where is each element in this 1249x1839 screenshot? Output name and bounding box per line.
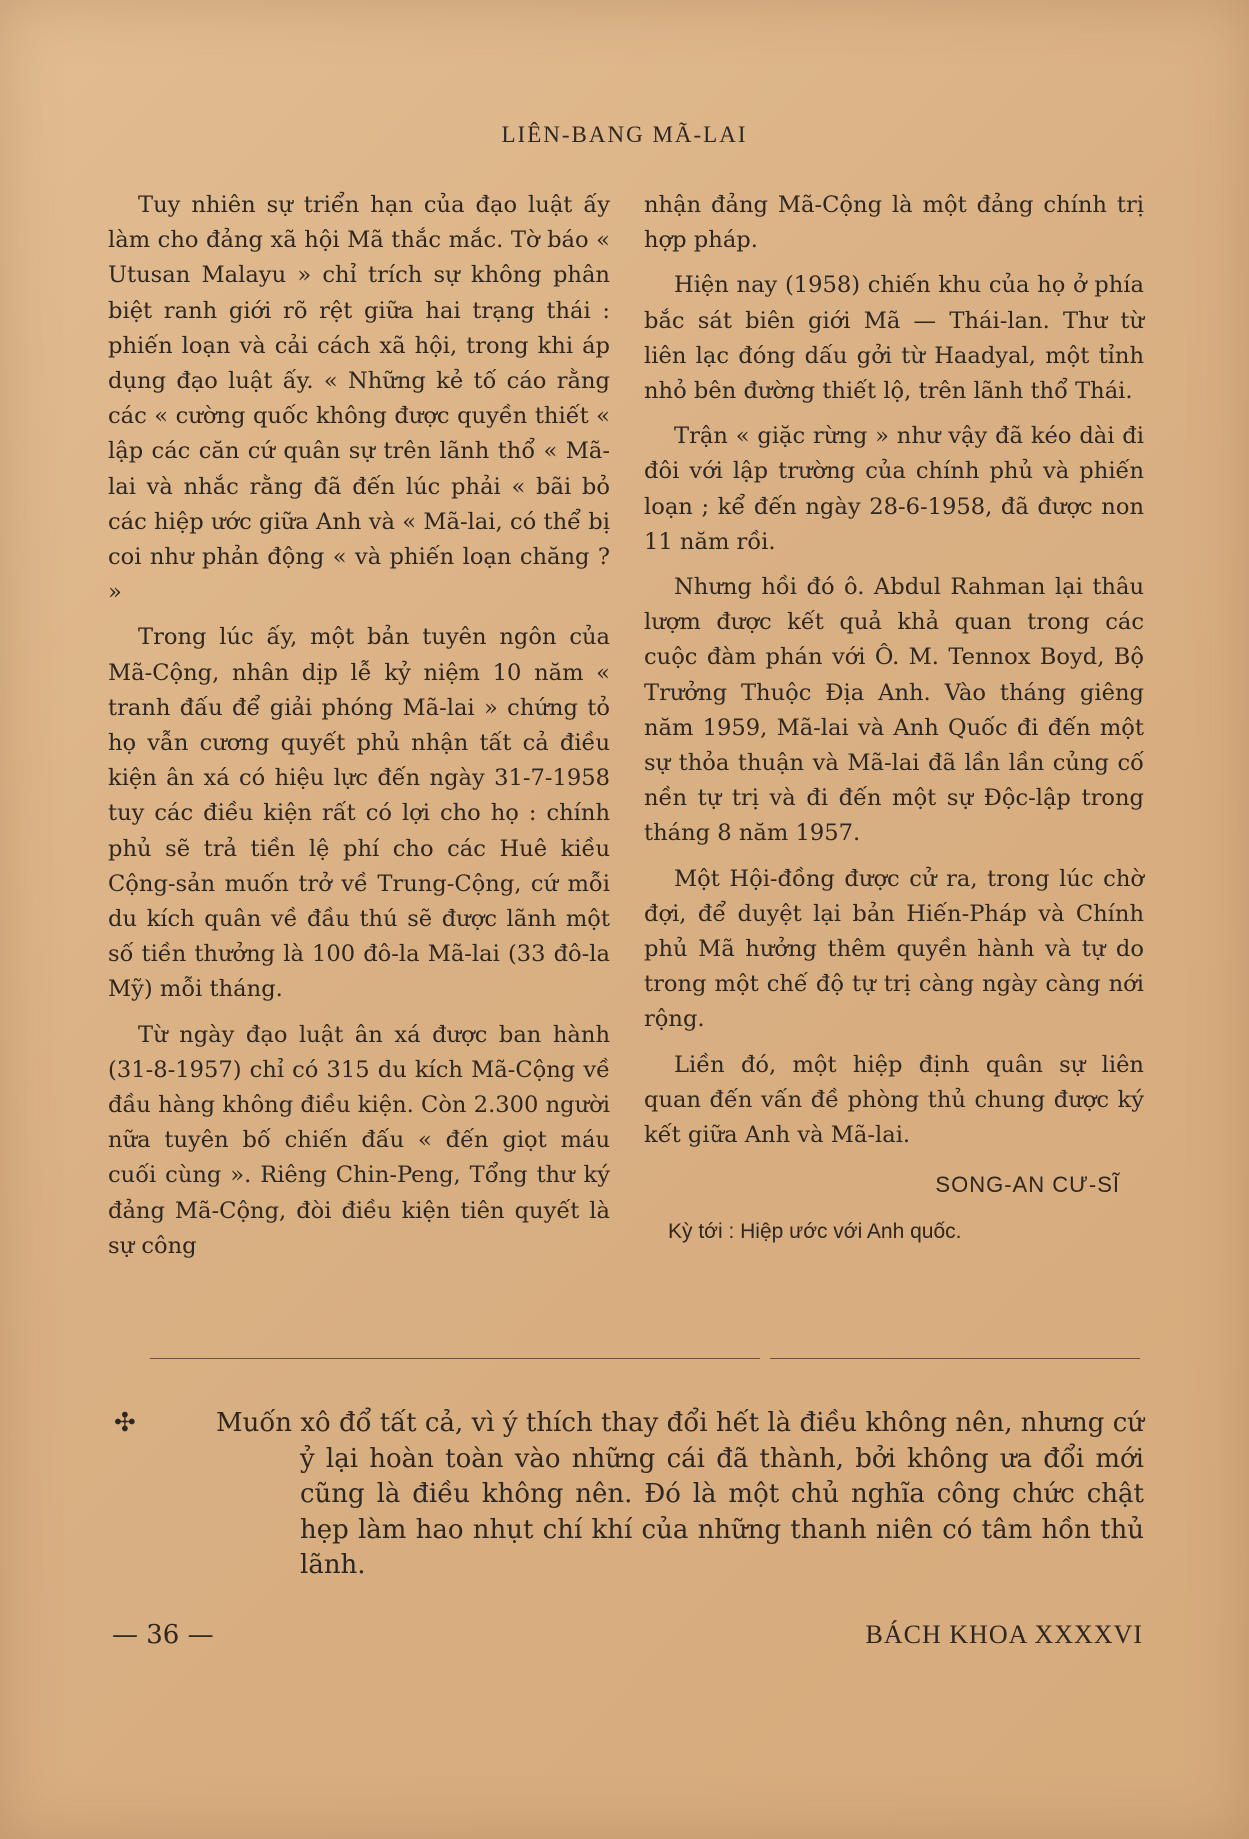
paragraph: Liền đó, một hiệp định quân sự liên quan đến vấn đề phòng thủ chung được ký kết giữa Anh và Mã-lai. (644, 1051, 1144, 1149)
divider-line (770, 1358, 1140, 1359)
page-header-title: LIÊN-BANG MÃ-LAI (501, 122, 748, 147)
next-issue-note: Kỳ tới : Hiệp ước với Anh quốc. (668, 1220, 962, 1244)
right-column (644, 188, 1144, 1250)
paragraph: nhận đảng Mã-Cộng là một đảng chính trị hợp pháp. (644, 192, 1144, 254)
paragraph: Trong lúc ấy, một bản tuyên ngôn của Mã-Cộng, nhân dịp lễ kỷ niệm 10 năm « tranh đấu để giải phóng Mã-lai » chứng tỏ họ vẫn cương quyết phủ nhận tất cả điều kiện ân xá có hiệu lực đến ngày 31-7-1958 tuy các điều kiện rất có lợi cho họ : chính phủ sẽ trả tiền lệ phí cho các Huê kiều Cộng-sản muốn trở về Trung-Cộng, cứ mỗi du kích quân về đầu thú sẽ được lãnh một số tiền thưởng là 100 đô-la Mã-lai (33 đô-la Mỹ) mỗi tháng. (108, 624, 610, 1003)
paragraph: Từ ngày đạo luật ân xá được ban hành (31-8-1957) chỉ có 315 du kích Mã-Cộng về đầu hàng không điều kiện. Còn 2.300 người nữa tuyên bố chiến đấu « đến giọt máu cuối cùng ». Riêng Chin-Peng, Tổng thư ký đảng Mã-Cộng, đòi điều kiện tiên quyết là sự công (108, 1021, 610, 1259)
quote-box (114, 1406, 1144, 1584)
page-number: — 36 — (112, 1620, 214, 1650)
ornament-icon: ✣ (114, 1408, 136, 1438)
paragraph: Hiện nay (1958) chiến khu của họ ở phía bắc sát biên giới Mã — Thái-lan. Thư từ liên lạc đóng dấu gởi từ Haadyal, một tỉnh nhỏ bên đường thiết lộ, trên lãnh thổ Thái. (644, 272, 1144, 405)
paragraph: Tuy nhiên sự triển hạn của đạo luật ấy làm cho đảng xã hội Mã thắc mắc. Tờ báo « Utusan Malayu » chỉ trích sự không phân biệt ranh giới rõ rệt giữa hai trạng thái : phiến loạn và cải cách xã hội, trong khi áp dụng đạo luật ấy. « Những kẻ tố cáo rằng các « cường quốc không được quyền thiết « lập các căn cứ quân sự trên lãnh thổ « Mã-lai và nhắc rằng đã đến lúc phải « bãi bỏ các hiệp ước giữa Anh và « Mã-lai, có thể bị coi như phản động « và phiến loạn chăng ? » (108, 192, 610, 606)
quote-text: Muốn xô đổ tất cả, vì ý thích thay đổi hết là điều không nên, nhưng cứ ỷ lại hoàn toàn vào những cái đã thành, bởi không ưa đổi mới cũng là điều không nên. Đó là một chủ nghĩa công chức chật hẹp làm hao nhụt chí khí của những thanh niên có tâm hồn thủ lãnh. (216, 1408, 1144, 1580)
paragraph: Một Hội-đồng được cử ra, trong lúc chờ đợi, để duyệt lại bản Hiến-Pháp và Chính phủ Mã hưởng thêm quyền hành và tự do trong một chế độ tự trị càng ngày càng nới rộng. (644, 865, 1144, 1033)
paragraph: Trận « giặc rừng » như vậy đã kéo dài đi đôi với lập trường của chính phủ và phiến loạn ; kể đến ngày 28-6-1958, đã được non 11 năm rồi. (644, 423, 1144, 555)
author-signature: SONG-AN CƯ-SĨ (935, 1172, 1120, 1198)
magazine-name: BÁCH KHOA XXXXVI (865, 1620, 1143, 1649)
divider-line (150, 1358, 760, 1359)
paragraph: Nhưng hồi đó ô. Abdul Rahman lại thâu lượm được kết quả khả quan trong các cuộc đàm phán với Ô. M. Tennox Boyd, Bộ Trưởng Thuộc Địa Anh. Vào tháng giêng năm 1959, Mã-lai và Anh Quốc đi đến một sự thỏa thuận và Mã-lai đã lần lần củng cố nền tự trị và đi đến một sự Độc-lập trong tháng 8 năm 1957. (644, 574, 1144, 847)
left-column (108, 188, 610, 1274)
